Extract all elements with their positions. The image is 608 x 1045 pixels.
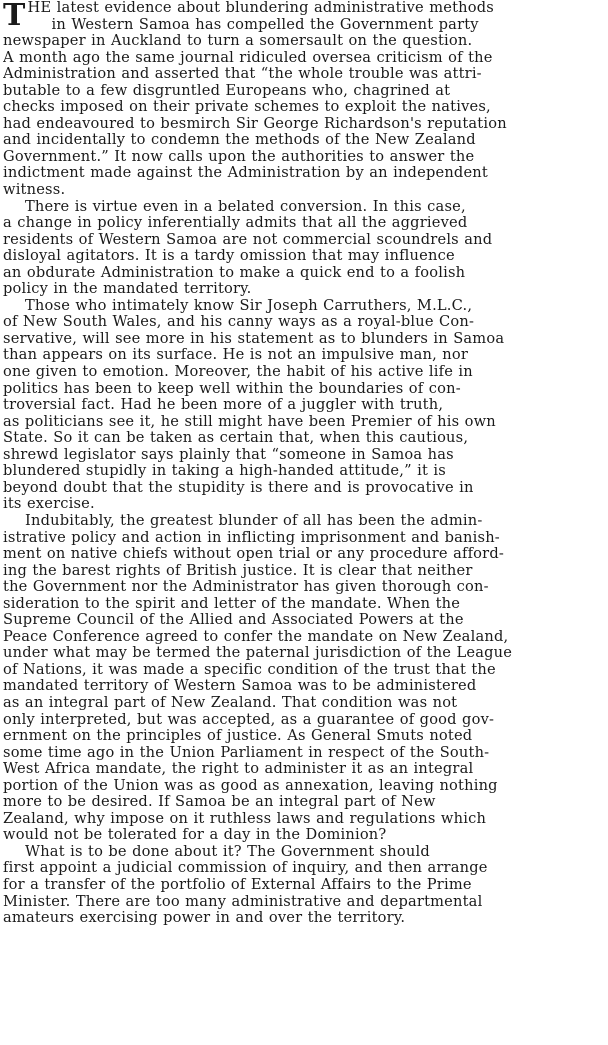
- text-line: mandated territory of Western Samoa was to be administered: [3, 678, 477, 695]
- text-line: ment on native chiefs without open trial or any procedure afford-: [3, 546, 505, 563]
- text-line: newspaper in Auckland to turn a somersault on the question.: [3, 33, 473, 50]
- text-line: and incidentally to condemn the methods of the New Zealand: [3, 132, 476, 149]
- text-line: Those who intimately know Sir Joseph Carruthers, M.L.C.,: [25, 297, 473, 314]
- text-line: only interpreted, but was accepted, as a guarantee of good gov-: [3, 711, 495, 728]
- text-line: butable to a few disgruntled Europeans who, chagrined at: [3, 82, 451, 99]
- text-line: Government.” It now calls upon the authorities to answer the: [3, 148, 475, 165]
- text-line: for a transfer of the portfolio of External Affairs to the Prime: [3, 876, 472, 893]
- text-line: an obdurate Administration to make a quick end to a foolish: [3, 264, 466, 281]
- text-line: checks imposed on their private schemes to exploit the natives,: [3, 99, 491, 116]
- text-line: troversial fact. Had he been more of a juggler with truth,: [3, 397, 444, 414]
- text-line: as politicians see it, he still might have been Premier of his own: [3, 413, 496, 430]
- drop-cap: T: [3, 0, 26, 33]
- article-body: [3, 0, 606, 927]
- text-line: than appears on its surface. He is not an impulsive man, nor: [3, 347, 469, 364]
- text-line: portion of the Union was as good as annexation, leaving nothing: [3, 777, 498, 794]
- text-line: Minister. There are too many administrative and departmental: [3, 893, 483, 910]
- text-line: Administration and asserted that “the whole trouble was attri-: [3, 66, 482, 83]
- text-line: its exercise.: [3, 496, 95, 513]
- text-line: under what may be termed the paternal jurisdiction of the League: [3, 645, 513, 662]
- text-line: Indubitably, the greatest blunder of all has been the admin-: [25, 512, 483, 529]
- text-line: A month ago the same journal ridiculed oversea criticism of the: [3, 49, 493, 66]
- paragraph: [3, 844, 606, 927]
- text-line: State. So it can be taken as certain that, when this cautious,: [3, 430, 469, 447]
- text-line: of New South Wales, and his canny ways as a royal-blue Con-: [3, 314, 475, 331]
- text-line: had endeavoured to besmirch Sir George Richardson's reputation: [3, 115, 507, 132]
- text-line: istrative policy and action in inflicting imprisonment and banish-: [3, 529, 500, 546]
- text-line: shrewd legislator says plainly that “someone in Samoa has: [3, 446, 454, 463]
- text-line: in Western Samoa has compelled the Government party: [51, 16, 479, 33]
- text-line: beyond doubt that the stupidity is there and is provocative in: [3, 479, 474, 496]
- text-line: indictment made against the Administration by an independent: [3, 165, 488, 182]
- text-line: would not be tolerated for a day in the Dominion?: [3, 827, 387, 844]
- text-line: ernment on the principles of justice. As General Smuts noted: [3, 728, 473, 745]
- text-line: Supreme Council of the Allied and Associated Powers at the: [3, 612, 464, 629]
- text-line: What is to be done about it? The Government should: [25, 843, 430, 860]
- text-line: first appoint a judicial commission of inquiry, and then arrange: [3, 860, 488, 877]
- text-line: Zealand, why impose on it ruthless laws and regulations which: [3, 810, 487, 827]
- text-line: some time ago in the Union Parliament in respect of the South-: [3, 744, 490, 761]
- text-line: policy in the mandated territory.: [3, 281, 252, 298]
- text-line: one given to emotion. Moreover, the habit of his active life in: [3, 364, 473, 381]
- text-line: politics has been to keep well within the boundaries of con-: [3, 380, 461, 397]
- paragraph: [3, 0, 606, 199]
- paragraph: [3, 513, 606, 844]
- text-line: of Nations, it was made a specific condition of the trust that the: [3, 661, 496, 678]
- text-line: amateurs exercising power in and over the territory.: [3, 910, 406, 927]
- paragraph: [3, 298, 606, 513]
- text-line: residents of Western Samoa are not commercial scoundrels and: [3, 231, 493, 248]
- text-line: HE latest evidence about blundering administrative methods: [27, 0, 494, 16]
- text-line: sideration to the spirit and letter of the mandate. When the: [3, 595, 461, 612]
- text-line: There is virtue even in a belated conversion. In this case,: [25, 198, 466, 215]
- text-line: blundered stupidly in taking a high-handed attitude,” it is: [3, 463, 446, 480]
- text-line: the Government nor the Administrator has given thorough con-: [3, 579, 489, 596]
- paragraph: [3, 199, 606, 298]
- text-line: a change in policy inferentially admits that all the aggrieved: [3, 215, 468, 232]
- text-line: servative, will see more in his statement as to blunders in Samoa: [3, 330, 505, 347]
- text-line: West Africa mandate, the right to administer it as an integral: [3, 761, 474, 778]
- text-line: witness.: [3, 182, 66, 199]
- text-line: ing the barest rights of British justice. It is clear that neither: [3, 562, 473, 579]
- text-line: disloyal agitators. It is a tardy omission that may influence: [3, 248, 455, 265]
- text-line: Peace Conference agreed to confer the mandate on New Zealand,: [3, 628, 509, 645]
- text-line: as an integral part of New Zealand. That condition was not: [3, 694, 458, 711]
- text-line: more to be desired. If Samoa be an integral part of New: [3, 794, 436, 811]
